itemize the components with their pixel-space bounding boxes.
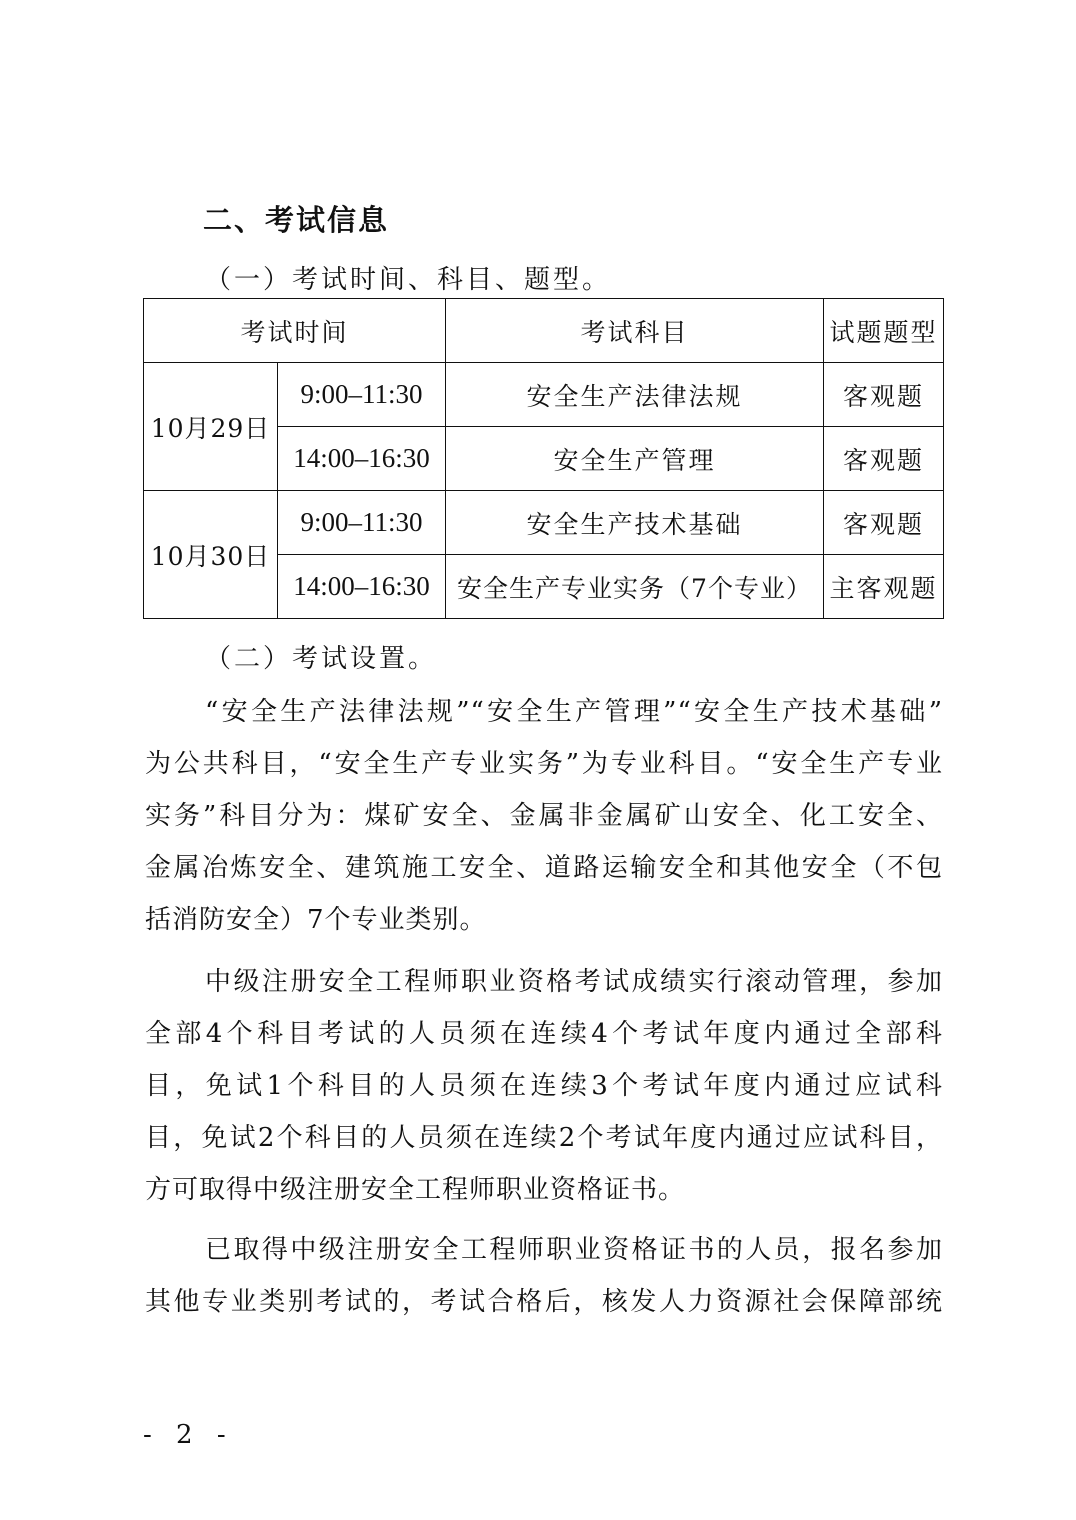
table-header-row	[144, 299, 944, 363]
paragraph-line: 全部4个科目考试的人员须在连续4个考试年度内通过全部科	[145, 1019, 943, 1049]
subheading-settings: （二）考试设置。	[205, 644, 438, 674]
table-row	[144, 491, 944, 555]
paragraph-certificate	[145, 1224, 943, 1328]
question-type: 客观题	[824, 491, 944, 555]
exam-time: 14:00–16:30	[278, 427, 446, 491]
paragraph-line: “安全生产法律法规”“安全生产管理”“安全生产技术基础”	[205, 697, 943, 727]
header-question-type: 试题题型	[824, 299, 944, 363]
paragraph-line: 中级注册安全工程师职业资格考试成绩实行滚动管理，参加	[205, 967, 943, 997]
paragraph-rolling-management	[145, 956, 943, 1216]
exam-time: 14:00–16:30	[278, 555, 446, 619]
exam-date: 10月29日	[144, 363, 278, 491]
exam-subject: 安全生产技术基础	[446, 491, 824, 555]
header-exam-subject: 考试科目	[446, 299, 824, 363]
exam-date: 10月30日	[144, 491, 278, 619]
question-type: 客观题	[824, 363, 944, 427]
exam-time: 9:00–11:30	[278, 491, 446, 555]
paragraph-line: 其他专业类别考试的，考试合格后，核发人力资源社会保障部统	[145, 1287, 943, 1317]
paragraph-line: 已取得中级注册安全工程师职业资格证书的人员，报名参加	[205, 1235, 943, 1265]
paragraph-line: 目，免试1个科目的人员须在连续3个考试年度内通过应试科	[145, 1071, 943, 1101]
paragraph-line: 为公共科目，“安全生产专业实务”为专业科目。“安全生产专业	[145, 749, 943, 779]
paragraph-line: 方可取得中级注册安全工程师职业资格证书。	[145, 1175, 686, 1205]
exam-schedule-table	[143, 298, 944, 619]
paragraph-line: 实务”科目分为：煤矿安全、金属非金属矿山安全、化工安全、	[145, 801, 943, 831]
header-exam-time: 考试时间	[144, 299, 446, 363]
page-number: - 2 -	[143, 1420, 234, 1450]
paragraph-line: 括消防安全）7个专业类别。	[145, 905, 487, 935]
exam-subject: 安全生产法律法规	[446, 363, 824, 427]
question-type: 客观题	[824, 427, 944, 491]
paragraph-line: 金属冶炼安全、建筑施工安全、道路运输安全和其他安全（不包	[145, 853, 943, 883]
subheading-schedule: （一）考试时间、科目、题型。	[205, 265, 612, 295]
exam-subject: 安全生产专业实务（7个专业）	[446, 555, 824, 619]
paragraph-line: 目，免试2个科目的人员须在连续2个考试年度内通过应试科目，	[145, 1123, 943, 1153]
exam-time: 9:00–11:30	[278, 363, 446, 427]
table-row	[144, 363, 944, 427]
paragraph-subjects	[145, 686, 943, 946]
exam-subject: 安全生产管理	[446, 427, 824, 491]
section-heading: 二、考试信息	[203, 203, 390, 237]
question-type: 主客观题	[824, 555, 944, 619]
